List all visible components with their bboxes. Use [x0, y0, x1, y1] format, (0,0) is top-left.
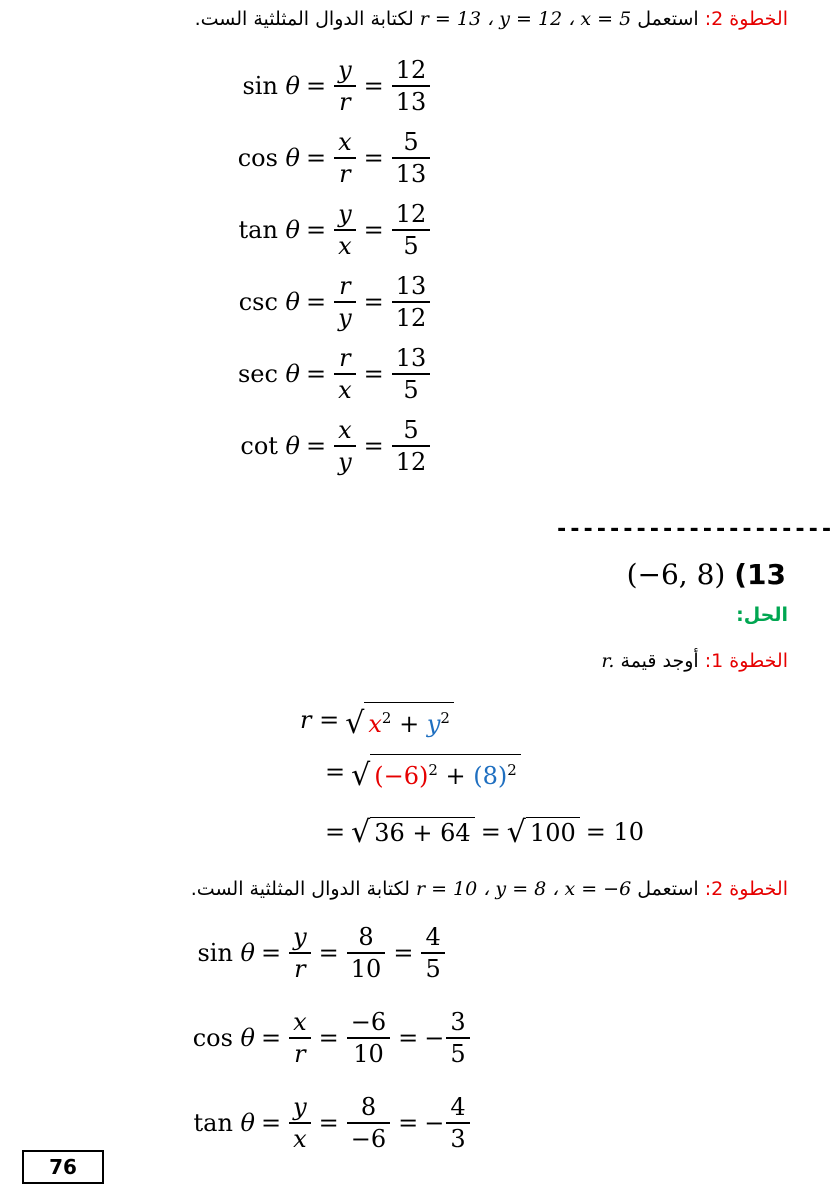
equals: = [318, 1023, 339, 1052]
equals: = [261, 938, 282, 967]
function-name: sec θ [237, 359, 300, 388]
minus-sign: − [424, 1023, 445, 1052]
numerator: 12 [395, 56, 427, 84]
fraction [446, 1092, 469, 1154]
equation-cos [190, 127, 432, 189]
fraction [334, 343, 356, 405]
equals: = [398, 1108, 419, 1137]
fraction [289, 1092, 311, 1154]
denominator: r [339, 159, 351, 188]
denominator: 3 [450, 1124, 466, 1153]
theta: θ [285, 431, 300, 460]
page-number: 76 [22, 1150, 104, 1184]
numerator: 8 [358, 923, 374, 951]
equals: = [363, 359, 384, 388]
equals: = [306, 287, 327, 316]
problem-point: (−6, 8) [626, 558, 726, 591]
function-name: cos θ [192, 1023, 255, 1052]
numerator: x [338, 128, 352, 156]
numerator: 4 [450, 1093, 466, 1121]
equals: = [306, 359, 327, 388]
fraction [392, 415, 431, 477]
fraction [289, 922, 311, 984]
numerator: x [338, 416, 352, 444]
numerator: y [293, 923, 307, 951]
denominator: 5 [425, 954, 441, 983]
function-name: tan θ [238, 215, 300, 244]
fraction [334, 271, 356, 333]
equation-sin [145, 922, 447, 984]
fraction [392, 199, 431, 261]
r-formula-line3: = √ 36 + 64 = √ 100 = 10 [325, 814, 645, 850]
denominator: 5 [403, 231, 419, 260]
equals: = [261, 1108, 282, 1137]
function-name: cot θ [240, 431, 300, 460]
given-values: r = 10 ، y = 8 ، x = −6 [415, 878, 632, 900]
numerator: x [293, 1008, 307, 1036]
numerator: r [339, 272, 351, 300]
step-label: الخطوة 2: [704, 878, 788, 900]
equals: = [363, 143, 384, 172]
denominator: r [339, 87, 351, 116]
equals: = [306, 71, 327, 100]
fraction [392, 271, 431, 333]
denominator: r [294, 954, 306, 983]
problem-number: (13 [734, 558, 786, 591]
given-values: r = 13 ، y = 12 ، x = 5 [419, 8, 632, 30]
r-formula-line2: = √ $(-6)^2 + (8)^2$ [325, 752, 521, 792]
numerator: −6 [350, 1008, 387, 1036]
denominator: 5 [450, 1039, 466, 1068]
function-name: csc θ [238, 287, 300, 316]
numerator: y [338, 200, 352, 228]
step1-instruction: الخطوة 1: أوجد قيمة r. [601, 650, 788, 672]
fraction [392, 343, 431, 405]
denominator: x [338, 375, 352, 404]
minus-sign: − [424, 1108, 445, 1137]
r-formula-line1: r = √ $x^2 + y^2$ [300, 700, 454, 740]
denominator: r [294, 1039, 306, 1068]
fraction [334, 415, 356, 477]
equation-tan [145, 1092, 472, 1154]
function-name: cos θ [237, 143, 300, 172]
solution-label: الحل: [736, 604, 788, 626]
equals: = [393, 938, 414, 967]
numerator: 5 [403, 416, 419, 444]
denominator: 13 [395, 159, 427, 188]
fraction [334, 199, 356, 261]
theta: θ [240, 938, 255, 967]
fraction [347, 1092, 390, 1154]
numerator: 5 [403, 128, 419, 156]
theta: θ [240, 1023, 255, 1052]
equals: = [318, 938, 339, 967]
fraction [347, 922, 386, 984]
denominator: x [338, 231, 352, 260]
theta: θ [285, 359, 300, 388]
section-divider: --------------------- [555, 517, 833, 542]
numerator: y [293, 1093, 307, 1121]
step2-instruction-bottom: الخطوة 2: استعمل r = 10 ، y = 8 ، x = −6 لكتابة الدوال المثلثية الست. [190, 878, 788, 900]
numerator: 13 [395, 344, 427, 372]
denominator: x [293, 1124, 307, 1153]
equals: = [363, 71, 384, 100]
equals: = [363, 431, 384, 460]
theta: θ [285, 143, 300, 172]
fraction [392, 55, 431, 117]
numerator: y [338, 56, 352, 84]
fraction [347, 1007, 390, 1069]
theta: θ [285, 287, 300, 316]
denominator: 10 [353, 1039, 384, 1068]
numerator: 3 [450, 1008, 466, 1036]
numerator: 4 [425, 923, 441, 951]
numerator: r [339, 344, 351, 372]
equals: = [363, 287, 384, 316]
fraction [289, 1007, 311, 1069]
function-name: tan θ [193, 1108, 255, 1137]
theta: θ [285, 71, 300, 100]
numerator: 12 [395, 200, 427, 228]
equals: = [306, 215, 327, 244]
equation-csc [190, 271, 432, 333]
denominator: 5 [403, 375, 419, 404]
equation-cot [190, 415, 432, 477]
equation-cos [145, 1007, 472, 1069]
denominator: −6 [350, 1124, 387, 1153]
denominator: 13 [395, 87, 427, 116]
equation-sin [190, 55, 432, 117]
fraction [392, 127, 431, 189]
denominator: 12 [395, 447, 427, 476]
function-name: sin θ [197, 938, 255, 967]
numerator: 13 [395, 272, 427, 300]
equals: = [306, 431, 327, 460]
step-label: الخطوة 2: [704, 8, 788, 30]
step-label: الخطوة 1: [704, 650, 788, 672]
denominator: 12 [395, 303, 427, 332]
problem-header [627, 558, 786, 591]
denominator: 10 [350, 954, 382, 983]
equals: = [318, 1108, 339, 1137]
fraction [334, 55, 356, 117]
function-name: sin θ [242, 71, 300, 100]
equation-tan [190, 199, 432, 261]
equals: = [306, 143, 327, 172]
equation-sec [190, 343, 432, 405]
denominator: y [338, 303, 352, 332]
denominator: y [338, 447, 352, 476]
theta: θ [285, 215, 300, 244]
fraction [421, 922, 444, 984]
step2-instruction-top: الخطوة 2: استعمل r = 13 ، y = 12 ، x = 5 لكتابة الدوال المثلثية الست. [194, 8, 788, 30]
theta: θ [240, 1108, 255, 1137]
equals: = [363, 215, 384, 244]
equals: = [261, 1023, 282, 1052]
numerator: 8 [360, 1093, 377, 1121]
fraction [334, 127, 356, 189]
fraction [446, 1007, 469, 1069]
equals: = [398, 1023, 419, 1052]
